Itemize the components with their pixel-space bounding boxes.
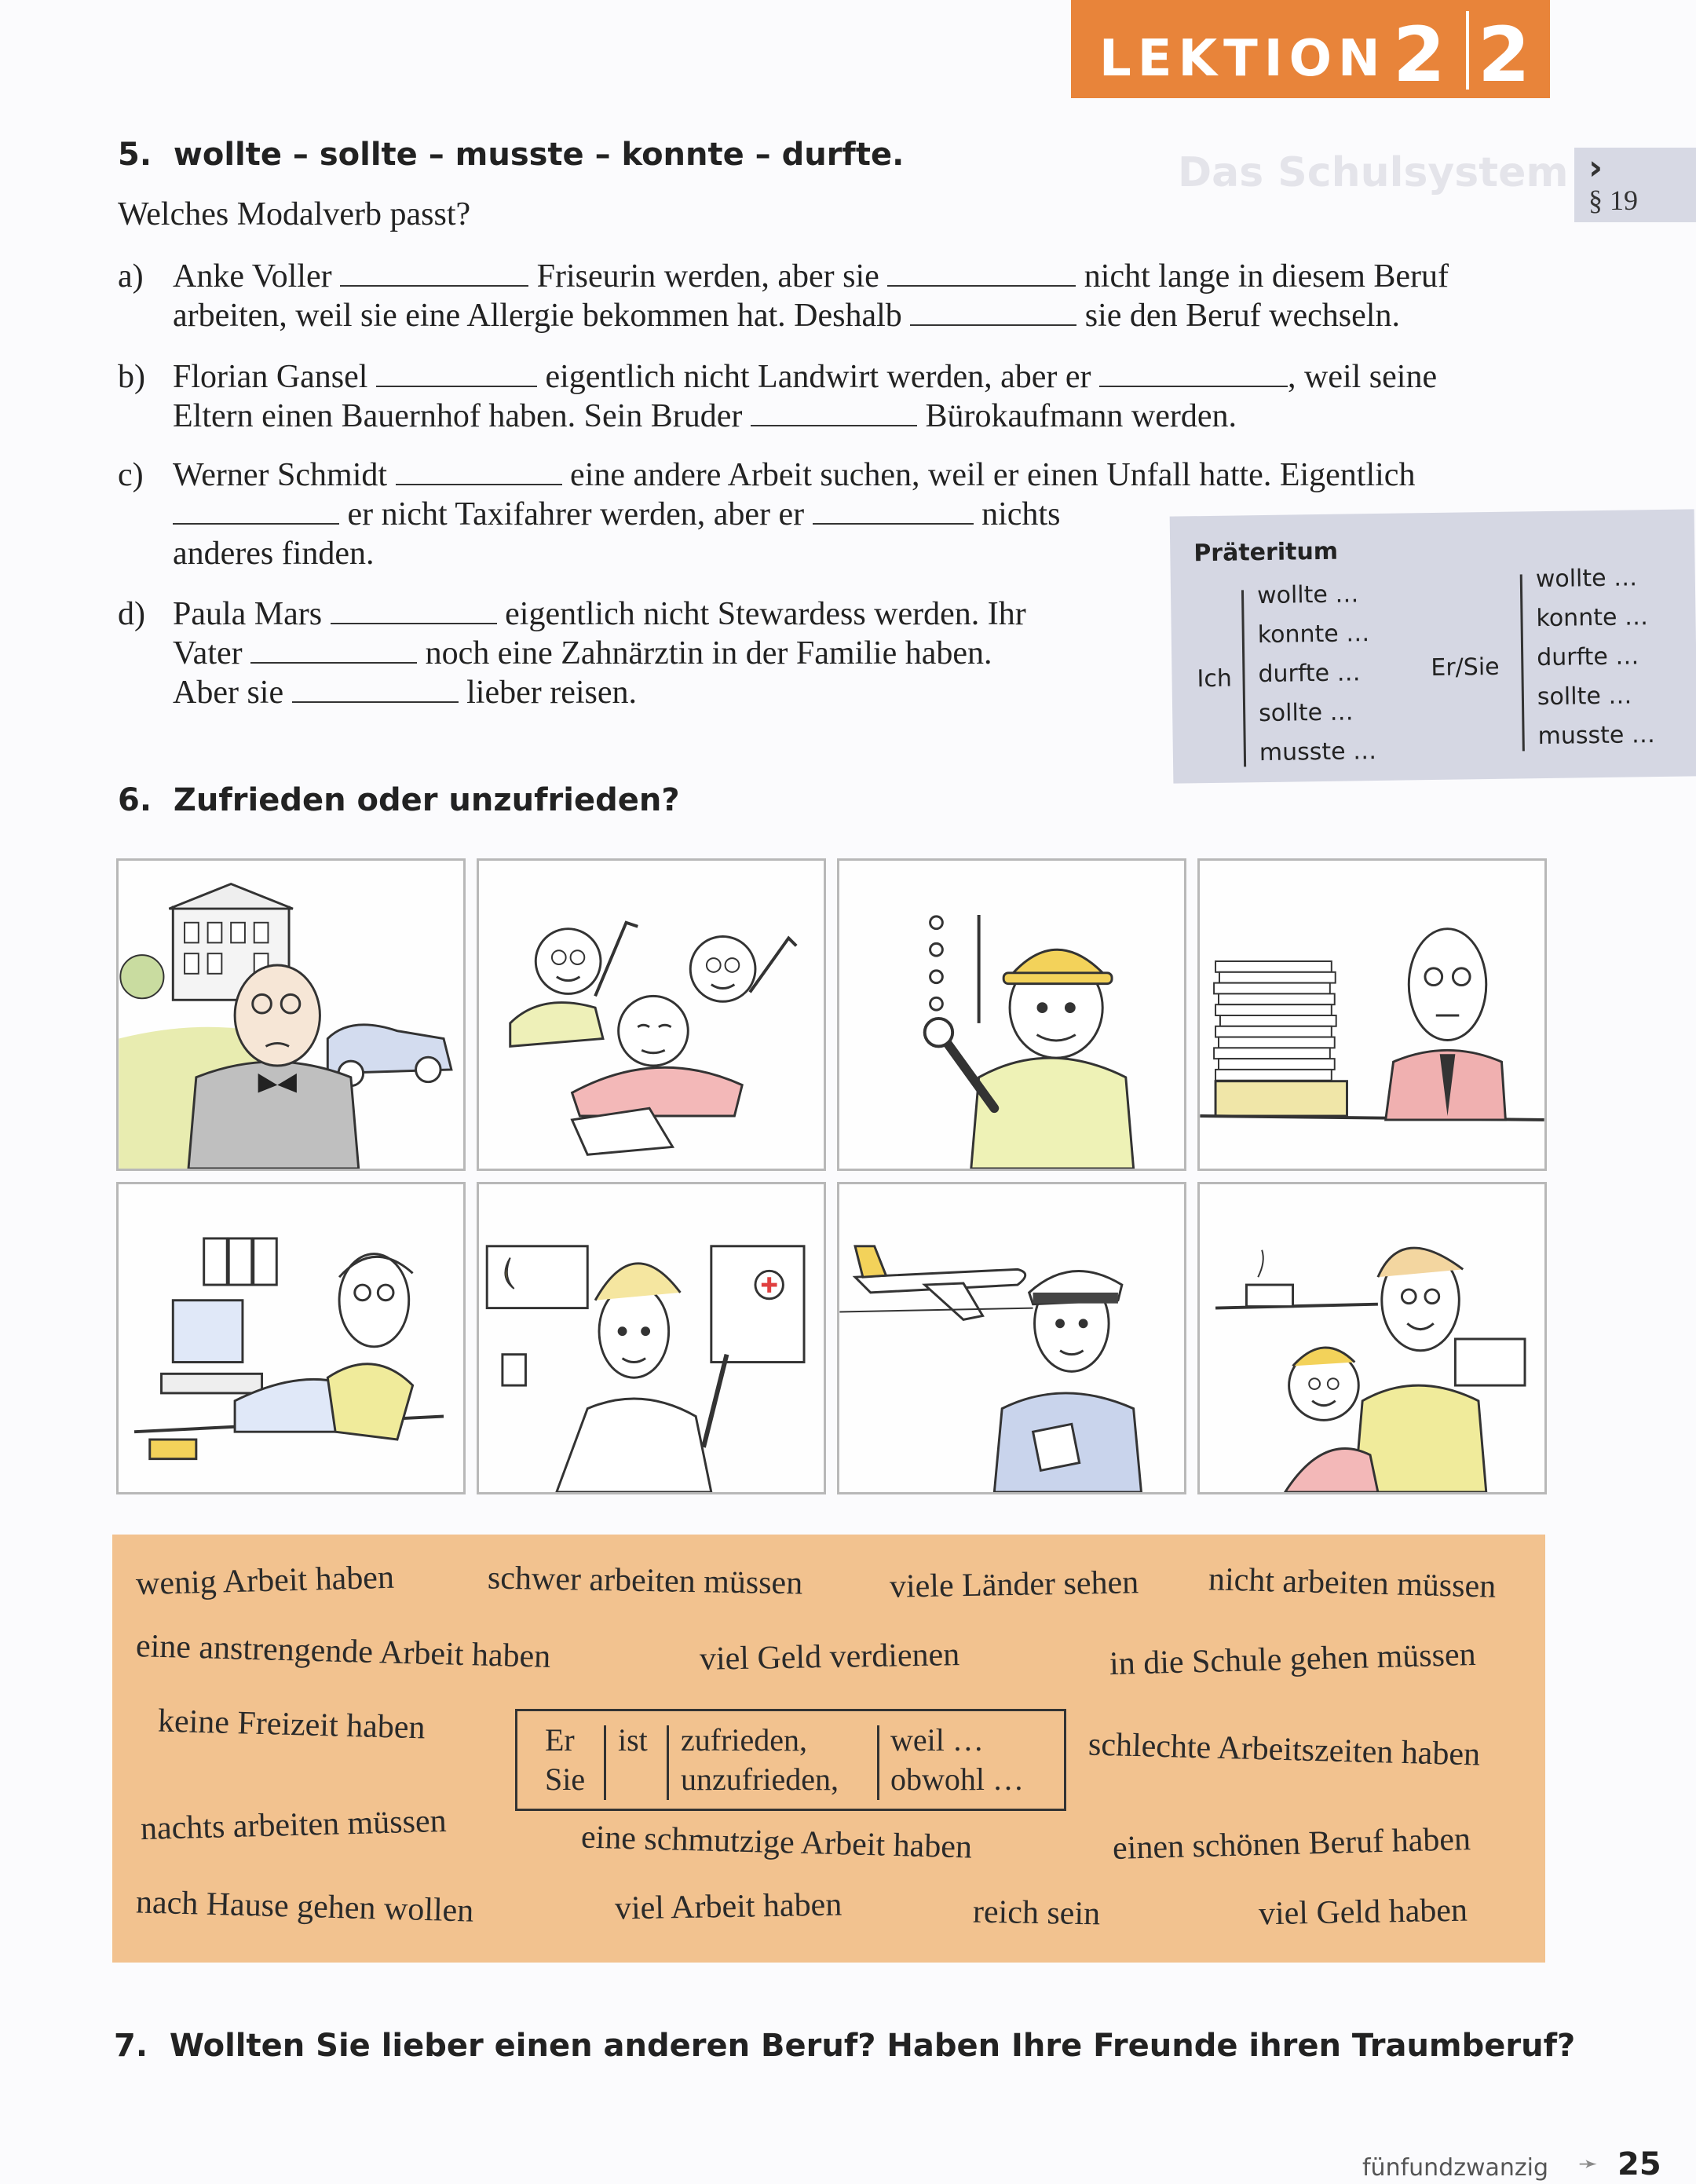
- item-d-line-3: Aber sie lieber reisen.: [173, 675, 638, 711]
- illustration-night-nurse: [477, 1182, 826, 1494]
- item-a-line-2: arbeiten, weil sie eine Allergie bekommen hat. Deshalb sie den Beruf wechseln.: [173, 298, 1400, 334]
- phrase: nicht arbeiten müssen: [1208, 1561, 1497, 1605]
- grammar-divider: [667, 1725, 669, 1800]
- phrase: schwer arbeiten müssen: [487, 1560, 803, 1602]
- item-label: c): [118, 457, 144, 493]
- grammar-verb: ist: [618, 1722, 648, 1758]
- grammar-reference-tab: [1574, 148, 1696, 222]
- phrase: viele Länder sehen: [889, 1564, 1139, 1605]
- item-label: b): [118, 359, 145, 395]
- illustration-mechanic-wrench: [837, 858, 1186, 1171]
- lesson-number-divider: [1466, 11, 1469, 90]
- answer-blank[interactable]: [396, 459, 562, 485]
- page-number: 25: [1617, 2146, 1661, 2182]
- phrase: schlechte Arbeitszeiten haben: [1087, 1726, 1481, 1773]
- exercise-7-title: Wollten Sie lieber einen anderen Beruf? Haben Ihre Freunde ihren Traumberuf?: [169, 2028, 1576, 2064]
- arrow-decoration-icon: ➛: [1578, 2151, 1599, 2177]
- grammar-paragraph-ref: § 19: [1588, 185, 1638, 216]
- phrase: einen schönen Beruf haben: [1112, 1821, 1471, 1867]
- exercise-7-heading: [114, 2028, 1575, 2064]
- praeteritum-info-box: [1170, 509, 1696, 783]
- illustration-office-worker-relaxing: [116, 1182, 466, 1494]
- exercise-7-number: 7.: [114, 2028, 148, 2064]
- grammar-structure-box: [515, 1709, 1066, 1811]
- answer-blank[interactable]: [887, 260, 1076, 287]
- illustration-students-classroom: [477, 858, 826, 1171]
- exercise-5-heading: [118, 137, 904, 173]
- praeteritum-title: Präteritum: [1193, 537, 1339, 568]
- item-b-line-1: Florian Gansel eigentlich nicht Landwirt werden, aber er , weil seine: [173, 359, 1438, 395]
- ich-forms: wollte … konnte … durfte … sollte … musste …: [1256, 580, 1377, 767]
- item-d-line-2: Vater noch eine Zahnärztin in der Familie haben.: [173, 635, 992, 671]
- item-label: a): [118, 258, 144, 294]
- page-number-word: fünfundzwanzig: [1362, 2154, 1549, 2182]
- phrase: wenig Arbeit haben: [135, 1559, 395, 1603]
- exercise-5-question: Welches Modalverb passt?: [118, 196, 471, 232]
- phrase: eine schmutzige Arbeit haben: [580, 1819, 973, 1866]
- answer-blank[interactable]: [331, 598, 497, 624]
- illustration-mother-and-child: [1197, 1182, 1547, 1494]
- show-through-title: Das Schulsystem: [1178, 149, 1569, 196]
- phrase-box: [112, 1535, 1545, 1963]
- answer-blank[interactable]: [910, 299, 1076, 326]
- answer-blank[interactable]: [813, 498, 974, 525]
- answer-blank[interactable]: [376, 360, 537, 387]
- exercise-5-number: 5.: [118, 137, 152, 173]
- exercise-6-heading: [118, 782, 680, 818]
- grammar-divider: [877, 1725, 879, 1800]
- pronoun-ich: Ich: [1197, 664, 1233, 693]
- grammar-divider: [604, 1725, 606, 1800]
- phrase: reich sein: [972, 1893, 1101, 1933]
- illustration-office-paper-stack: [1197, 858, 1547, 1171]
- item-d-line-1: Paula Mars eigentlich nicht Stewardess werden. Ihr: [173, 596, 1026, 632]
- item-label: d): [118, 596, 145, 632]
- illustration-rich-man-villa: [116, 858, 466, 1171]
- item-c-line-2: er nicht Taxifahrer werden, aber er nichts: [173, 495, 1060, 534]
- divider-line: [1520, 574, 1525, 751]
- item-c-line-3: anderes finden.: [173, 536, 375, 572]
- lesson-header-tab: [1071, 0, 1550, 98]
- item-c-line-1: Werner Schmidt eine andere Arbeit suchen, weil er einen Unfall hatte. Eigentlich: [173, 457, 1416, 493]
- phrase: viel Geld haben: [1258, 1892, 1468, 1933]
- exercise-6-title: Zufrieden oder unzufrieden?: [173, 782, 680, 818]
- illustration-airline-pilot: [837, 1182, 1186, 1494]
- phrase: eine anstrengende Arbeit haben: [135, 1628, 551, 1675]
- item-a-line-1: Anke Voller Friseurin werden, aber sie nicht lange in diesem Beruf: [173, 258, 1449, 294]
- exercise-6-number: 6.: [118, 782, 152, 818]
- item-b-line-2: Eltern einen Bauernhof haben. Sein Bruder Bürokaufmann werden.: [173, 398, 1237, 434]
- phrase: in die Schule gehen müssen: [1109, 1636, 1477, 1683]
- answer-blank[interactable]: [292, 676, 459, 703]
- phrase: viel Arbeit haben: [614, 1886, 843, 1927]
- lesson-number-left: 2: [1393, 11, 1446, 99]
- grammar-adjective: zufrieden, unzufrieden,: [681, 1722, 839, 1797]
- answer-blank[interactable]: [340, 260, 528, 287]
- answer-blank[interactable]: [751, 400, 917, 426]
- er-sie-forms: wollte … konnte … durfte … sollte … musste …: [1535, 564, 1656, 751]
- phrase: nach Hause gehen wollen: [135, 1884, 474, 1930]
- answer-blank[interactable]: [1099, 360, 1288, 387]
- phrase: keine Freizeit haben: [157, 1703, 426, 1747]
- grammar-subject: Er Sie: [545, 1722, 586, 1797]
- lesson-label: LEKTION: [1099, 30, 1387, 88]
- phrase: viel Geld verdienen: [699, 1637, 960, 1677]
- exercise-5-title: wollte – sollte – musste – konnte – durfte.: [173, 137, 905, 173]
- answer-blank[interactable]: [250, 637, 417, 664]
- divider-line: [1241, 590, 1246, 766]
- phrase: nachts arbeiten müssen: [140, 1802, 448, 1848]
- answer-blank[interactable]: [173, 498, 339, 525]
- chevron-right-icon: ›: [1588, 148, 1603, 188]
- lesson-number-right: 2: [1478, 11, 1530, 99]
- pronoun-er-sie: Er/Sie: [1431, 653, 1500, 682]
- grammar-conjunction: weil … obwohl …: [890, 1722, 1024, 1797]
